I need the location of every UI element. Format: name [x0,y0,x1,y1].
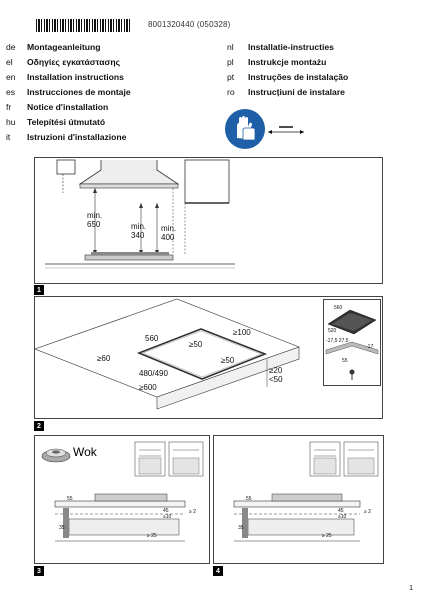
barcode [36,19,132,32]
language-row: pl Instrukcje montażu [227,57,327,67]
hood-clearance-diagram [35,158,382,283]
figure-1-hood-clearance [34,157,383,284]
dim-label: ≥10 [163,514,172,520]
language-row: en Installation instructions [6,72,124,82]
figure-3-installation [34,435,210,564]
figure-label: 2 [34,421,44,431]
language-row: it Istruzioni d'installazione [6,132,127,142]
figure-3-diagram [35,436,209,563]
figure-label: 4 [213,566,223,576]
dim-label: 55 [246,496,252,502]
dim-label: ≥100 [233,328,251,337]
wok-label: Wok [73,445,97,459]
dim-label: min. [87,211,103,220]
language-row: pt Instruções de instalação [227,72,349,82]
figure-4-diagram [214,436,383,563]
dim-label: 560 [145,334,159,343]
document-number: 8001320440 (050328) [148,20,231,29]
language-row: de Montageanleitung [6,42,101,52]
dim-label: ≥10 [338,514,347,520]
dim-label: 480/490 [139,369,168,378]
dim-label: ≥50 [221,356,235,365]
dim-label: 650 [87,220,101,229]
dim-label: ≥20 [269,366,283,375]
dim-label: min. [161,224,177,233]
figure-label: 3 [34,566,44,576]
language-row: es Instrucciones de montaje [6,87,131,97]
figure-2-cutout [34,296,383,419]
language-row: hu Telepítési útmutató [6,117,106,127]
dim-label: 45 [338,508,344,514]
page-number: 1 [409,585,413,592]
cutout-inset [323,299,381,386]
dim-label: ≥ 2 [364,509,371,515]
dim-label: 560 [334,305,343,311]
figure-label: 1 [34,285,44,295]
dim-label: ≥50 [189,340,203,349]
language-row: ro Instrucțiuni de instalare [227,87,345,97]
dim-label: 55 [67,496,73,502]
dim-label: 35 [59,525,65,531]
dim-label: 45 [163,508,169,514]
language-row: fr Notice d'installation [6,102,109,112]
language-row: el Οδηγίες εγκατάστασης [6,57,121,67]
dim-label: <50 [269,375,283,384]
language-row: nl Installatie-instructies [227,42,334,52]
language-list-left [6,40,131,145]
dim-label: -17,5 27,5 [326,338,349,344]
gloves-icon [224,108,266,150]
dim-label: 55 [342,358,348,364]
inset-diagram [324,300,380,385]
language-list-right [227,40,348,100]
dim-label: ≥ 25 [322,533,332,539]
dim-label: 520 [328,328,337,334]
dim-label: ≥60 [97,354,111,363]
dim-label: 35 [238,525,244,531]
figure-4-installation [213,435,384,564]
dim-label: ≥ 2 [189,509,196,515]
dim-label: -17 [366,344,374,350]
dim-label: ≥600 [139,383,157,392]
measure-arrow-icon [266,123,306,135]
dim-label: min. [131,222,147,231]
dim-label: 400 [161,233,175,242]
dim-label: 340 [131,231,145,240]
dim-label: ≥ 25 [147,533,157,539]
